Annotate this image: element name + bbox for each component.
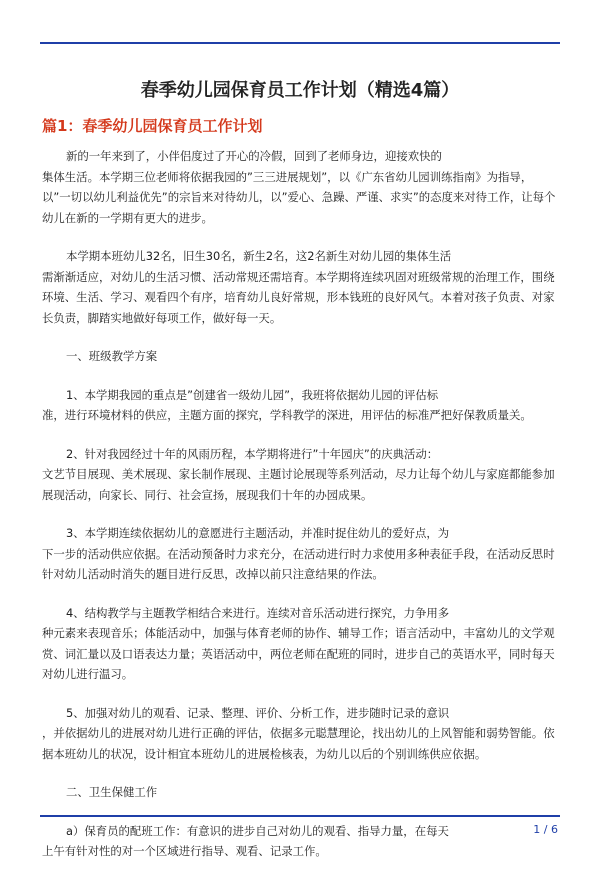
subheading-class-teaching: 一、班级教学方案: [66, 349, 158, 363]
paragraph-text: 需渐渐适应，对幼儿的生活习惯、活动常规还需培育。本学期将连续巩固对班级常规的治理工作，围绕环境、生活、学习、观看四个有序，培育幼儿良好常规，形本钱班的良好风气。本着对孩子负责、对家长负责，脚踏实地做好每项工作，做好每一天。: [42, 269, 555, 325]
paragraph-text: 准，进行环境材料的供应，主题方面的探究，学科教学的深进，用评估的标准严把好保教质量关。: [42, 408, 532, 422]
paragraph-first-line: 新的一年来到了，小伴侣度过了开心的冷假，回到了老师身边，迎接欢快的: [66, 149, 442, 163]
paragraph-first-line: 4、结构教学与主题教学相结合来进行。连续对音乐活动进行探究，力争用多: [66, 605, 450, 620]
section-title: 篇1：春季幼儿园保育员工作计划: [42, 117, 263, 135]
paragraph: [42, 246, 558, 328]
header-rule: [40, 42, 560, 44]
subheading-health-care: 二、卫生保健工作: [66, 785, 158, 799]
footer-rule: [40, 815, 560, 817]
paragraph: [42, 146, 558, 228]
paragraph: [42, 603, 558, 685]
paragraph-text: 文艺节目展现、美术展现、家长制作展现、主题讨论展现等系列活动，尽力让每个幼儿与家庭都能参加展现活动，向家长、同行、社会宣扬，展现我们十年的办园成果。: [42, 467, 555, 502]
paragraph: [42, 523, 558, 585]
paragraph: [42, 444, 558, 506]
paragraph-text: 下一步的活动供应依据。在活动预备时力求充分，在活动进行时力求使用多种表征手段，在活动反思时针对幼儿活动时消失的题目进行反思，改掉以前只注意结果的作法。: [42, 546, 555, 581]
paragraph: [42, 821, 558, 862]
paragraph-first-line: 5、加强对幼儿的观看、记录、整理、评价、分析工作，进步随时记录的意识: [66, 705, 450, 720]
page-number: 1 / 6: [533, 823, 558, 836]
paragraph-text: 集体生活。本学期三位老师将依据我园的”三三进展规划”，以《广东省幼儿园训练指南》为指导，以”一切以幼儿利益优先”的宗旨来对待幼儿，以”爱心、急躁、严谨、求实”的态度来对待工作，让每个幼儿在新的一学期有更大的进步。: [42, 169, 556, 225]
paragraph-first-line: 1、本学期我园的重点是”创建省一级幼儿园”，我班将依据幼儿园的评估标: [66, 387, 439, 402]
document-title: 春季幼儿园保育员工作计划（精选4篇）: [140, 80, 460, 101]
paragraph: [42, 703, 558, 765]
paragraph-first-line: 本学期本班幼儿32名，旧生30名，新生2名，这2名新生对幼儿园的集体生活: [66, 249, 452, 263]
document-body: [42, 146, 558, 880]
paragraph-text: 种元素来表现音乐；体能活动中，加强与体育老师的协作、辅导工作；语言活动中，丰富幼儿的文学观赏、词汇量以及口语表达力量；英语活动中，两位老师在配班的同时，进步自己的英语水平，同时每天对幼儿进行温习。: [42, 626, 555, 681]
paragraph: [42, 385, 558, 426]
paragraph-first-line: 2、针对我园经过十年的风雨历程，本学期将进行”十年园庆”的庆典活动：: [66, 446, 439, 461]
paragraph-text: ，并依据幼儿的进展对幼儿进行正确的评估，依据多元聪慧理论，找出幼儿的上风智能和弱势智能。依据本班幼儿的状况，设计相宜本班幼儿的进展检核表，为幼儿以后的个别训练供应依据。: [42, 726, 555, 761]
paragraph-first-line: a）保育员的配班工作：有意识的进步自己对幼儿的观看、指导力量，在每天: [66, 823, 449, 838]
paragraph-first-line: 3、本学期连续依据幼儿的意愿进行主题活动，并准时捉住幼儿的爱好点，为: [66, 526, 450, 540]
paragraph-text: 上午有针对性的对一个区域进行指导、观看、记录工作。: [42, 844, 327, 858]
